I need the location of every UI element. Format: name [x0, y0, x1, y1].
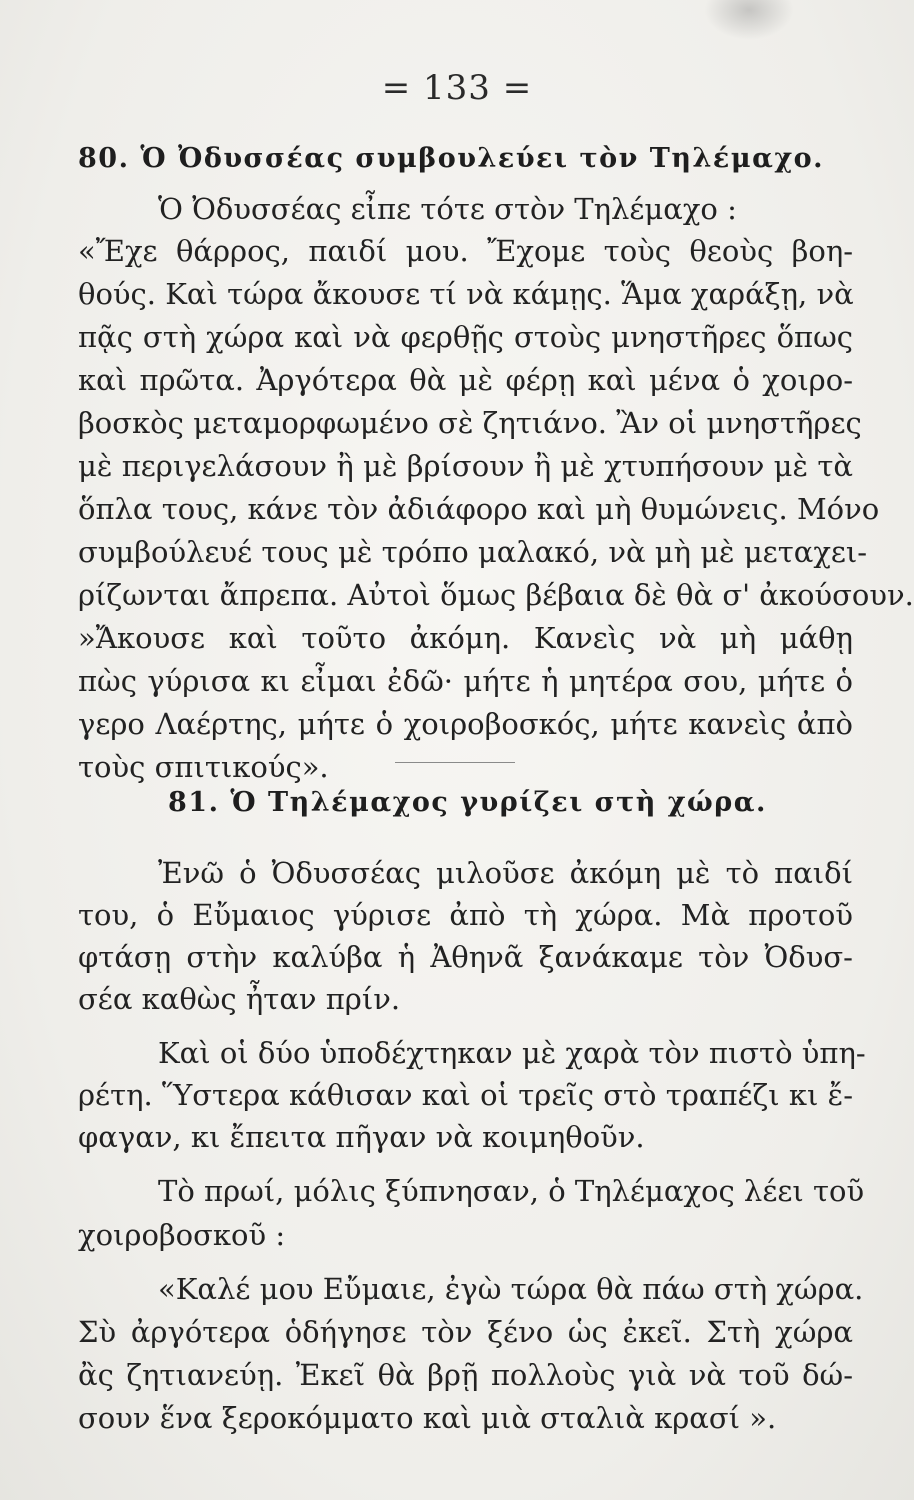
- text-line: συμβούλευέ τους μὲ τρόπο μαλακό, νὰ μὴ μὲ μεταχει-: [78, 535, 868, 569]
- text-line: μὲ περιγελάσουν ἢ μὲ βρίσουν ἢ μὲ χτυπήσουν μὲ τὰ: [78, 449, 853, 483]
- page-stain: [704, 0, 794, 40]
- text-line: ρίζωνται ἄπρεπα. Αὐτοὶ ὅμως βέβαια δὲ θὰ σ' ἀκούσουν.: [78, 578, 914, 612]
- section-divider: [395, 762, 515, 763]
- text-line: πὼς γύρισα κι εἶμαι ἐδῶ· μήτε ἡ μητέρα σου, μήτε ὁ: [78, 664, 853, 698]
- text-line: φτάσῃ στὴν καλύβα ἡ Ἀθηνᾶ ξανάκαμε τὸν Ὀδυσ-: [78, 940, 853, 974]
- text-line: σέα καθὼς ἦταν πρίν.: [78, 982, 401, 1016]
- text-line: καὶ πρῶτα. Ἀργότερα θὰ μὲ φέρῃ καὶ μένα ὁ χοιρο-: [78, 363, 853, 397]
- text-line: σουν ἕνα ξεροκόμματο καὶ μιὰ σταλιὰ κρασί ».: [78, 1401, 777, 1435]
- text-line: Σὺ ἀργότερα ὁδήγησε τὸν ξένο ὡς ἐκεῖ. Στὴ χώρα: [78, 1315, 853, 1349]
- text-line: του, ὁ Εὔμαιος γύρισε ἀπὸ τὴ χώρα. Μὰ προτοῦ: [78, 898, 853, 932]
- page-number: = 133 =: [381, 68, 533, 108]
- text-line: ὅπλα τους, κάνε τὸν ἀδιάφορο καὶ μὴ θυμώνεις. Μόνο: [78, 492, 880, 526]
- text-line: πᾷς στὴ χώρα καὶ νὰ φερθῇς στοὺς μνηστῆρες ὅπως: [78, 320, 853, 354]
- text-line: ρέτη. Ὕστερα κάθισαν καὶ οἱ τρεῖς στὸ τραπέζι κι ἔ-: [78, 1078, 853, 1112]
- text-line: «Ἔχε θάρρος, παιδί μου. Ἔχομε τοὺς θεοὺς βοη-: [78, 234, 853, 268]
- text-line: βοσκὸς μεταμορφωμένο σὲ ζητιάνο. Ἂν οἱ μνηστῆρες: [78, 406, 862, 440]
- section-81-title: 81. Ὁ Τηλέμαχος γυρίζει στὴ χώρα.: [168, 787, 767, 818]
- text-line: Καὶ οἱ δύο ὑποδέχτηκαν μὲ χαρὰ τὸν πιστὸ ὑπη-: [158, 1036, 866, 1070]
- text-line: »Ἄκουσε καὶ τοῦτο ἀκόμη. Κανεὶς νὰ μὴ μάθῃ: [78, 621, 853, 655]
- text-line: φαγαν, κι ἔπειτα πῆγαν νὰ κοιμηθοῦν.: [78, 1120, 645, 1154]
- text-line: ἂς ζητιανεύῃ. Ἐκεῖ θὰ βρῇ πολλοὺς γιὰ νὰ τοῦ δώ-: [78, 1358, 853, 1392]
- text-line: Ὁ Ὀδυσσέας εἶπε τότε στὸν Τηλέμαχο :: [158, 192, 737, 226]
- text-line: θούς. Καὶ τώρα ἄκουσε τί νὰ κάμῃς. Ἅμα χαράξῃ, νὰ: [78, 277, 854, 311]
- text-line: Τὸ πρωί, μόλις ξύπνησαν, ὁ Τηλέμαχος λέει τοῦ: [158, 1174, 865, 1208]
- text-line: τοὺς σπιτικούς».: [78, 750, 329, 784]
- text-line: χοιροβοσκοῦ :: [78, 1218, 286, 1252]
- text-line: «Καλέ μου Εὔμαιε, ἐγὼ τώρα θὰ πάω στὴ χώρα.: [158, 1272, 864, 1306]
- text-line: Ἐνῶ ὁ Ὀδυσσέας μιλοῦσε ἀκόμη μὲ τὸ παιδί: [158, 856, 853, 890]
- section-80-title: 80. Ὁ Ὀδυσσέας συμβουλεύει τὸν Τηλέμαχο.: [78, 143, 825, 174]
- text-line: γερο Λαέρτης, μήτε ὁ χοιροβοσκός, μήτε κανεὶς ἀπὸ: [78, 707, 853, 741]
